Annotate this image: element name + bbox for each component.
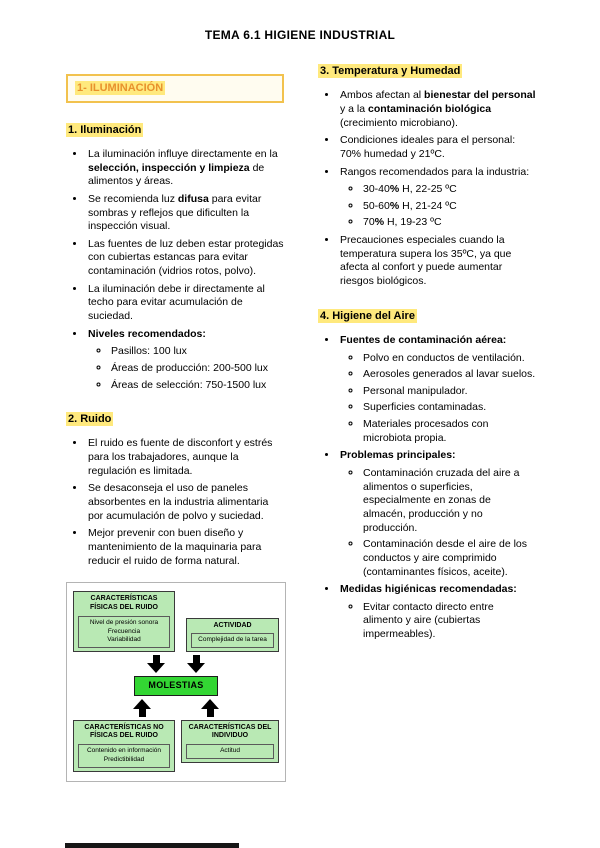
section-heading-text: 3. Temperatura y Humedad <box>320 65 461 77</box>
list-item <box>86 238 284 279</box>
sub-bullet-list <box>340 601 536 642</box>
diagram-box-details <box>78 616 170 648</box>
section-heading-text: 4. Higiene del Aire <box>320 309 415 322</box>
section-heading <box>318 64 536 78</box>
list-item <box>86 437 284 478</box>
diagram-box-title: CARACTERÍSTICAS NO FÍSICAS DEL RUIDO <box>84 723 164 740</box>
section <box>318 309 536 642</box>
sub-bullet-list <box>340 467 536 579</box>
diagram-center-row <box>73 676 279 696</box>
diagram-detail-line: Variabilidad <box>107 636 141 644</box>
sub-list-item <box>362 385 536 399</box>
text-segment: 50-60 <box>363 199 390 212</box>
section-heading-text: 2. Ruido <box>68 413 112 426</box>
sub-list-item <box>362 401 536 415</box>
sub-list-item <box>362 538 536 579</box>
text-segment: H, 21-24 ºC <box>399 199 457 212</box>
text-segment: H, 19-23 ºC <box>384 216 442 229</box>
list-item <box>86 193 284 234</box>
document-title: TEMA 6.1 HIGIENE INDUSTRIAL <box>204 28 396 42</box>
list-item <box>338 234 536 289</box>
diagram-box-title: CARACTERÍSTICAS FÍSICAS DEL RUIDO <box>90 595 158 611</box>
text-segment: Contaminación cruzada del aire a alimentos o superficies, especialmente en zonas de almacén, producción y no producción. <box>363 467 520 534</box>
text-segment: 70 <box>363 216 375 229</box>
diagram-bottom-row <box>73 720 279 772</box>
list-item <box>338 583 536 642</box>
text-segment: bienestar del personal <box>424 89 536 102</box>
section-heading <box>66 412 284 426</box>
section-heading <box>66 123 284 137</box>
bullet-list <box>318 89 536 288</box>
sub-list-item <box>110 362 284 376</box>
text-segment: Superficies contaminadas. <box>363 401 487 414</box>
sub-list-item <box>362 216 536 230</box>
diagram-box-individual <box>181 720 279 763</box>
diagram-detail-line: Complejidad de la tarea <box>198 636 267 644</box>
list-item <box>86 527 284 568</box>
sub-list-item <box>362 467 536 535</box>
text-segment: Áreas de selección: 750-1500 lux <box>111 378 267 391</box>
list-item <box>338 166 536 231</box>
text-segment: Rangos recomendados para la industria: <box>340 165 530 178</box>
text-segment: Contaminación desde el aire de los conductos y aire comprimido (contaminantes físicos, aceite). <box>363 538 528 578</box>
text-segment: La iluminación debe ir directamente al techo para evitar acumulación de suciedad. <box>88 282 265 322</box>
noise-factors-diagram <box>66 582 286 782</box>
diagram-box-details <box>191 633 274 648</box>
list-item <box>86 482 284 523</box>
text-segment: Niveles recomendados: <box>88 327 206 340</box>
section <box>66 412 284 568</box>
text-segment: y a la <box>340 102 369 115</box>
sub-list-item <box>362 183 536 197</box>
sub-list-item <box>110 379 284 393</box>
sub-bullet-list <box>340 352 536 446</box>
list-item <box>86 328 284 393</box>
two-column-layout <box>0 42 600 782</box>
right-sections-container <box>318 64 536 642</box>
text-segment: H, 22-25 ºC <box>399 183 457 196</box>
diagram-top-row <box>73 591 279 652</box>
bullet-list <box>66 437 284 568</box>
text-segment: Áreas de producción: 200-500 lux <box>111 361 269 374</box>
text-segment: El ruido es fuente de disconfort y estrés para los trabajadores, aunque la regulación es limitada. <box>88 437 273 477</box>
list-item <box>86 283 284 324</box>
diagram-detail-line: Actitud <box>220 747 240 755</box>
section-heading <box>318 309 536 323</box>
diagram-detail-line: Frecuencia <box>107 627 141 635</box>
section-heading-text: 1. Iluminación <box>68 123 142 136</box>
text-segment: (crecimiento microbiano). <box>340 116 458 129</box>
text-segment: Ambos afectan al <box>340 89 425 102</box>
diagram-box-details <box>186 744 274 759</box>
text-segment: Pasillos: 100 lux <box>111 345 187 358</box>
banner-label: 1- ILUMINACIÓN <box>77 82 164 94</box>
diagram-box-nonphysical-noise <box>73 720 175 772</box>
text-segment: Las fuentes de luz deben estar protegidas con cubiertas estancas para evitar contaminación (vidrios rotos, polvo). <box>88 237 284 278</box>
text-segment: % <box>374 216 385 229</box>
diagram-box-physical-noise <box>73 591 175 652</box>
sub-list-item <box>362 200 536 214</box>
diagram-box-title: CARACTERÍSTICAS DEL INDIVIDUO <box>188 723 272 740</box>
diagram-box-details <box>78 744 170 768</box>
text-segment: de alimentos y áreas. <box>88 161 265 188</box>
diagram-box-title: ACTIVIDAD <box>213 621 252 629</box>
text-segment: Condiciones ideales para el personal: 70% humedad y 21ºC. <box>340 134 516 160</box>
section-banner <box>66 74 284 103</box>
text-segment: para evitar sombras y reflejos que dificulten la inspección visual. <box>88 192 262 233</box>
text-segment: Medidas higiénicas recomendadas: <box>340 583 517 596</box>
diagram-detail-line: Predictibilidad <box>103 756 145 763</box>
text-segment: Se recomienda luz <box>88 192 178 205</box>
section <box>66 123 284 393</box>
section <box>318 64 536 289</box>
down-arrow-icon <box>147 655 165 673</box>
text-segment: Personal manipulador. <box>363 384 468 397</box>
down-arrow-icon <box>187 655 205 673</box>
text-segment: La iluminación influye directamente en la <box>88 147 278 160</box>
diagram-box-molestias: MOLESTIAS <box>134 676 217 696</box>
text-segment: Materiales procesados con microbiota propia. <box>363 418 489 444</box>
text-segment: Evitar contacto directo entre alimento y aire (cubiertas impermeables). <box>363 600 494 641</box>
text-segment: Mejor prevenir con buen diseño y mantenimiento de la maquinaria para reducir el ruido de forma natural. <box>88 527 262 567</box>
list-item <box>338 334 536 445</box>
text-segment: Precauciones especiales cuando la temperatura supera los 35ºC, ya que afecta al confort y puede aumentar riesgos biológicos. <box>340 234 512 287</box>
left-sections-container <box>66 123 284 569</box>
text-segment: Aerosoles generados al lavar suelos. <box>363 368 536 381</box>
list-item <box>338 449 536 579</box>
text-segment: Polvo en conductos de ventilación. <box>363 351 525 364</box>
sub-bullet-list <box>88 345 284 392</box>
arrows-down <box>73 655 279 673</box>
diagram-detail-line: Nivel de presión sonora <box>89 618 159 626</box>
list-item <box>86 148 284 189</box>
up-arrow-icon <box>201 699 219 717</box>
arrows-up <box>73 699 279 717</box>
sub-list-item <box>362 418 536 445</box>
bullet-list <box>66 148 284 392</box>
text-segment: contaminación biológica <box>368 102 492 115</box>
text-segment: Fuentes de contaminación aérea: <box>340 333 507 346</box>
list-item <box>338 134 536 161</box>
right-column <box>318 64 536 646</box>
text-segment: 30-40 <box>363 183 390 196</box>
diagram-box-activity <box>186 618 279 653</box>
bullet-list <box>318 334 536 642</box>
sub-list-item <box>362 352 536 366</box>
sub-list-item <box>362 601 536 642</box>
text-segment: difusa <box>177 192 209 205</box>
sub-list-item <box>362 368 536 382</box>
text-segment: selección, inspección y limpieza <box>88 161 250 174</box>
text-segment: % <box>389 183 400 196</box>
text-segment: Se desaconseja el uso de paneles absorbentes en la industria alimentaria por acumulación de polvo y suciedad. <box>88 482 269 522</box>
sub-bullet-list <box>340 183 536 230</box>
sub-list-item <box>110 345 284 359</box>
text-segment: % <box>389 199 400 212</box>
diagram-detail-line: Contenido en información <box>86 747 162 755</box>
next-page-fragment <box>65 843 239 848</box>
left-column <box>66 64 284 782</box>
up-arrow-icon <box>133 699 151 717</box>
list-item <box>338 89 536 130</box>
text-segment: Problemas principales: <box>340 449 456 462</box>
